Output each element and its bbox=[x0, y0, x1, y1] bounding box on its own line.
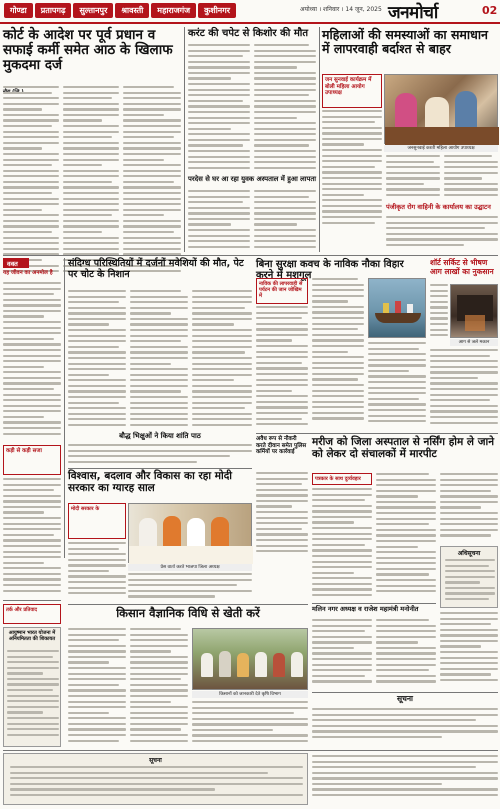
story-boat-headline: बिना सुरक्षा कवच के नाविक नौका विहार करने में मशगूल bbox=[256, 259, 404, 281]
lead-dateline bbox=[3, 78, 181, 84]
story-hospital-col1 bbox=[312, 488, 372, 600]
women-hearing-photo bbox=[384, 74, 498, 144]
story-appointment-col2 bbox=[376, 619, 436, 689]
classified-ad-bottom bbox=[3, 753, 308, 805]
story-journalist-box bbox=[312, 473, 372, 485]
story-current-col1 bbox=[188, 44, 250, 174]
story-farmers-col2 bbox=[130, 628, 188, 748]
story-fire-headline: शॉर्ट सर्किट से भीषण आग लाखों का नुकसान bbox=[430, 258, 494, 276]
press-conference-photo bbox=[128, 503, 252, 563]
fire-photo bbox=[450, 284, 498, 338]
story-cattle-col2 bbox=[130, 290, 188, 430]
story-fire-col1 bbox=[430, 284, 448, 344]
sidebar-head: यह जीवन का अनमोल है bbox=[3, 270, 53, 276]
story-current-col2 bbox=[254, 44, 316, 174]
lead-headline: कोर्ट के आदेश पर पूर्व प्रधान व सफाई कर्मी समेत आठ के खिलाफ मुकदमा दर्ज bbox=[3, 27, 173, 73]
story-women-subhead: जन सुनवाई कार्यक्रम में बोली महिला आयोग उपाध्यक्ष bbox=[325, 77, 372, 96]
farmers-photo bbox=[192, 628, 308, 690]
story-current-block bbox=[188, 28, 316, 42]
story-modi-block bbox=[68, 470, 252, 500]
story-boat-subhead-box bbox=[256, 278, 308, 304]
story-appointment-block bbox=[312, 606, 436, 616]
issue-date: अयोध्या । शनिवार । 14 जून, 2025 bbox=[300, 6, 382, 13]
row-rule bbox=[3, 750, 498, 751]
ad-bottom-title: सूचना bbox=[149, 757, 162, 764]
story-boat-col1 bbox=[256, 306, 308, 430]
notice-body bbox=[312, 708, 498, 748]
ad-1-title: अधिसूचना bbox=[457, 550, 481, 557]
lead-column-2 bbox=[63, 86, 119, 276]
story-fire-block bbox=[430, 259, 498, 281]
story-fire-col2 bbox=[430, 349, 498, 431]
masthead bbox=[0, 0, 500, 24]
story-vehicle-body bbox=[386, 216, 498, 250]
story-appointment-col3 bbox=[440, 612, 498, 688]
row-rule bbox=[68, 468, 252, 469]
row-rule bbox=[312, 692, 498, 693]
story-farmers-headline: किसान वैज्ञानिक विधि से खेती करें bbox=[116, 606, 260, 620]
sidebar-head-block bbox=[3, 270, 61, 280]
story-hospital-block bbox=[312, 436, 498, 470]
story-vehicle-headline: पंजीकृत रोग वाहिनी के कार्यालय का उद्घाटन bbox=[386, 203, 491, 211]
row-rule bbox=[68, 604, 308, 605]
story-women-col1 bbox=[322, 110, 382, 230]
story-modi-quote-box bbox=[68, 503, 126, 539]
sidebar-box-b bbox=[3, 604, 61, 624]
story-boat-subhead: नाविक की लापरवाही से पर्यटन की जान जोखिम में bbox=[259, 281, 303, 299]
story-vehicle-block bbox=[386, 204, 498, 214]
story-boat-block bbox=[256, 259, 404, 281]
story-women-col3 bbox=[444, 155, 498, 203]
story-missing-youth-headline: परदेस से घर आ रहा युवक अस्पताल में हुआ लापता bbox=[188, 175, 316, 183]
story-modi-col2 bbox=[128, 573, 252, 601]
tab-maharajganj[interactable]: महाराजगंज bbox=[151, 3, 196, 18]
story-women-block bbox=[322, 28, 498, 72]
row-rule bbox=[3, 255, 498, 256]
ad-2-title: आयुष्मान भारत योजना में अनियमितता की शिकायत bbox=[8, 630, 56, 642]
column-rule bbox=[184, 27, 185, 252]
story-women-subhead-box bbox=[322, 74, 382, 108]
edition-tabs bbox=[4, 3, 236, 18]
story-monks-block bbox=[68, 432, 252, 442]
story-modi-headline: विश्वास, बदलाव और विकास का रहा मोदी सरकार का ग्यारह साल bbox=[68, 470, 232, 494]
story-modi-col1 bbox=[68, 542, 126, 602]
column-rule bbox=[64, 258, 65, 558]
notice-block bbox=[312, 695, 498, 705]
lead-column-1 bbox=[3, 86, 59, 276]
farmers-photo-caption: किसानों को जानकारी देते कृषि विभाग bbox=[192, 691, 308, 698]
story-missing-youth-col2 bbox=[254, 190, 316, 252]
story-modi-quote: मोदी सरकार के bbox=[71, 506, 100, 512]
row-rule bbox=[312, 603, 436, 604]
story-boat-col3 bbox=[368, 342, 426, 430]
story-boat-col2 bbox=[312, 278, 364, 430]
story-appointment-headline: मलिन नगर अध्यक्ष व राजेश महामंत्री मनोनीत bbox=[312, 605, 419, 613]
story-police-body bbox=[256, 472, 308, 558]
page-number: 02 bbox=[482, 4, 498, 17]
story-police-block bbox=[256, 436, 308, 470]
boat-photo bbox=[368, 278, 426, 338]
story-police-headline: अवैध रूप से नौकरी करते दीवान समेत पुलिस कर्मियों पर कार्रवाई bbox=[256, 436, 307, 455]
sidebar-body bbox=[3, 282, 61, 442]
tab-kushinagar[interactable]: कुशीनगर bbox=[198, 3, 236, 18]
sidebar-box-a bbox=[3, 445, 61, 475]
story-cattle-col3 bbox=[192, 290, 252, 430]
story-current-headline: करंट की चपेट से किशोर की मौत bbox=[188, 28, 309, 39]
tab-sultanpur[interactable]: सुल्तानपुर bbox=[73, 3, 113, 18]
story-farmers-block bbox=[68, 607, 308, 623]
lead-column-3 bbox=[123, 86, 181, 276]
column-rule bbox=[319, 27, 320, 252]
sidebar-a-title: कड़ी से कड़ी सजा bbox=[6, 448, 42, 454]
lead-headline-block bbox=[3, 28, 181, 74]
story-women-col2 bbox=[386, 155, 440, 203]
sidebar-body-2 bbox=[3, 478, 61, 598]
story-hospital-col2 bbox=[376, 473, 436, 600]
story-appointment-col1 bbox=[312, 619, 372, 689]
story-cattle-headline: संदिग्ध परिस्थितियों में दर्जनों मवेशियों की मौत, पेट पर चोट के निशान bbox=[68, 258, 244, 280]
classified-ad-1 bbox=[440, 546, 498, 608]
story-missing-youth-col1 bbox=[188, 190, 250, 252]
story-women-headline: महिलाओं की समस्याओं का समाधान में लापरवाही बर्दाश्त से बाहर bbox=[322, 27, 488, 56]
notice-headline: सूचना bbox=[397, 694, 413, 703]
story-cattle-col1 bbox=[68, 290, 126, 430]
women-photo-caption: जनसुनवाई करती महिला आयोग उपाध्यक्ष bbox=[384, 145, 498, 152]
tab-pratapgarh[interactable]: प्रतापगढ़ bbox=[35, 3, 72, 18]
fire-photo-caption: आग से जले मकान bbox=[450, 339, 498, 346]
row-rule bbox=[3, 600, 61, 601]
story-journalist-headline: पत्रकार के साथ दुर्व्यवहार bbox=[315, 476, 361, 482]
tab-shravasti[interactable]: श्रावस्ती bbox=[115, 3, 149, 18]
press-photo-caption: प्रेस वार्ता करते भाजपा जिला अध्यक्ष bbox=[128, 564, 252, 571]
bottom-right-body bbox=[312, 755, 498, 805]
story-monks-body bbox=[68, 444, 252, 466]
classified-ad-2 bbox=[3, 627, 61, 747]
sidebar-b-title: तर्क और प्रतिवाद bbox=[6, 607, 38, 613]
story-farmers-col3 bbox=[192, 701, 308, 747]
row-rule bbox=[256, 433, 498, 434]
story-missing-youth-block bbox=[188, 176, 316, 188]
sidebar-label: वक्त bbox=[3, 258, 29, 268]
story-farmers-col1 bbox=[68, 628, 126, 748]
story-hospital-headline: मरीज को जिला अस्पताल से नर्सिंग होम ले जाने को लेकर दो संचालकों में मारपीट bbox=[312, 436, 495, 460]
story-monks-headline: बौद्ध भिक्षुओं ने किया शांति पाठ bbox=[119, 432, 201, 440]
story-hospital-col3 bbox=[440, 473, 498, 543]
tab-gonda[interactable]: गोण्डा bbox=[4, 3, 33, 18]
newspaper-brand: जनमोर्चा bbox=[388, 3, 438, 23]
story-cattle-block bbox=[68, 259, 252, 287]
